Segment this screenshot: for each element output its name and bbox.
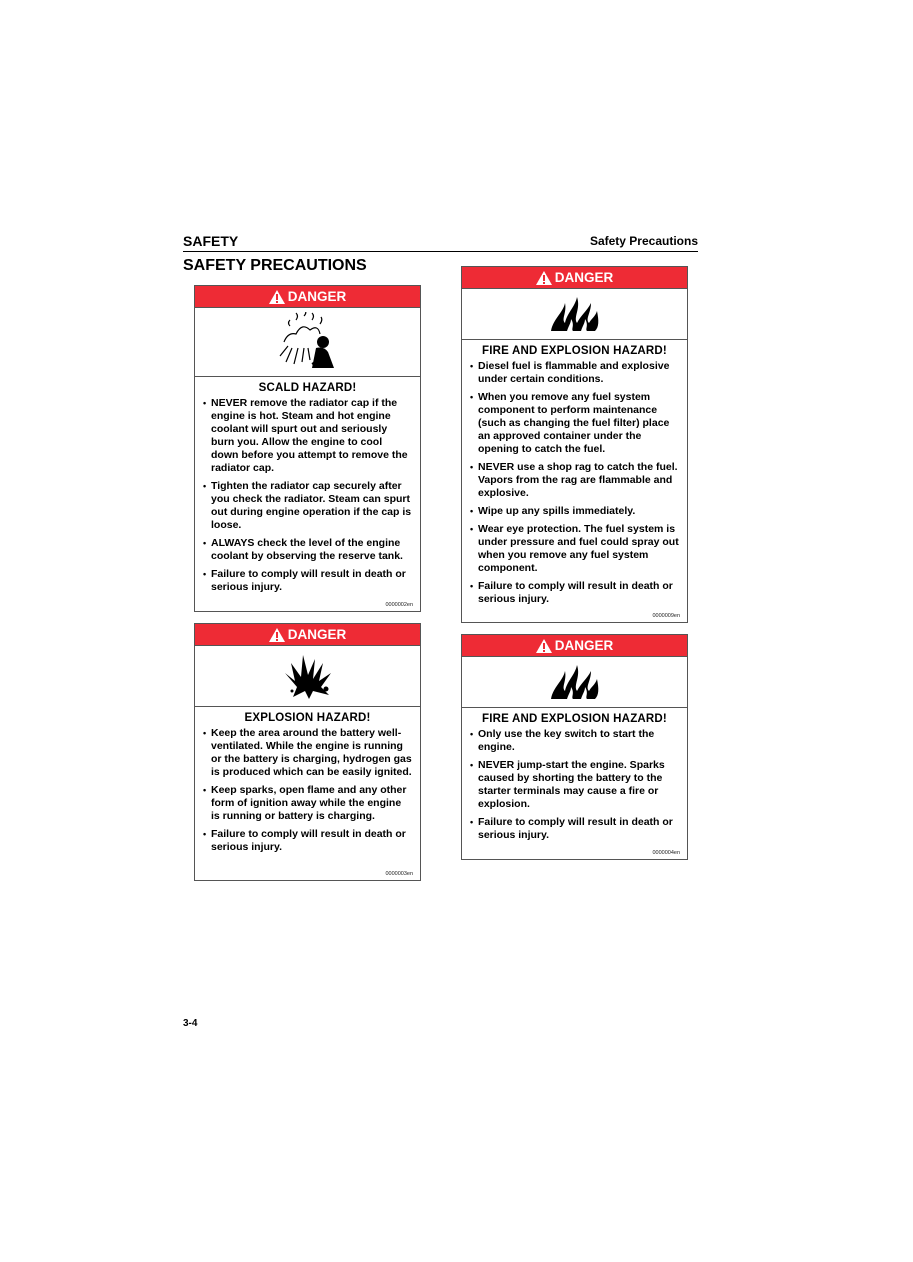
list-item: • Failure to comply will result in death or serious injury. [203,568,412,594]
hazard-list [462,360,687,606]
hazard-title: SCALD HAZARD! [258,382,357,394]
hazard-list [195,727,420,854]
danger-label: DANGER [287,289,347,304]
page-title: SAFETY PRECAUTIONS [183,257,367,274]
list-item: • Failure to comply will result in death or serious injury. [470,816,679,842]
pictogram-frame [462,288,687,340]
list-item: • Wipe up any spills immediately. [470,505,679,518]
steam-scald-icon [276,312,340,372]
danger-band [462,635,687,656]
list-item: • NEVER jump-start the engine. Sparks caused by shorting the battery to the starter terminals may cause a fire or explosion. [470,759,679,811]
pictogram-frame [195,645,420,707]
hazard-title: FIRE AND EXPLOSION HAZARD! [482,345,667,357]
label-code: 0000002en [385,602,413,608]
danger-label: DANGER [554,638,614,653]
danger-label: DANGER [287,627,347,642]
label-code: 0000009en [652,613,680,619]
danger-panel-fire-fuel [461,266,688,623]
warning-triangle-icon [536,639,552,653]
list-item: • Failure to comply will result in death or serious injury. [203,828,412,854]
warning-triangle-icon [536,271,552,285]
warning-triangle-icon [269,628,285,642]
danger-panel-scald [194,285,421,612]
danger-label: DANGER [554,270,614,285]
pictogram-frame [195,307,420,377]
list-item: • When you remove any fuel system component to perform maintenance (such as changing the fuel filter) place an approved container under the opening to catch the fuel. [470,391,679,456]
warning-triangle-icon [269,290,285,304]
flames-icon [549,295,601,333]
header-rule [183,251,698,252]
list-item: • Failure to comply will result in death or serious injury. [470,580,679,606]
explosion-burst-icon [283,651,333,701]
list-item: • Only use the key switch to start the engine. [470,728,679,754]
list-item: • Keep the area around the battery well-ventilated. While the engine is running or the battery is charging, hydrogen gas is produced which can be easily ignited. [203,727,412,779]
hazard-list [462,728,687,842]
hazard-title: EXPLOSION HAZARD! [244,712,371,724]
danger-panel-explosion [194,623,421,881]
hazard-title: FIRE AND EXPLOSION HAZARD! [482,713,667,725]
danger-band [462,267,687,288]
hazard-list [195,397,420,594]
label-code: 0000004en [652,850,680,856]
list-item: • NEVER remove the radiator cap if the engine is hot. Steam and hot engine coolant will spurt out and seriously burn you. Allow the engine to cool down before you attempt to remove the radiator cap. [203,397,412,475]
list-item: • ALWAYS check the level of the engine coolant by observing the reserve tank. [203,537,412,563]
section-header: SAFETY [183,233,239,249]
pictogram-frame [462,656,687,708]
list-item: • Keep sparks, open flame and any other form of ignition away while the engine is running or battery is charging. [203,784,412,823]
list-item: • Tighten the radiator cap securely after you check the radiator. Steam can spurt out during engine operation if the cap is loose. [203,480,412,532]
danger-panel-fire-jumpstart [461,634,688,860]
list-item: • Wear eye protection. The fuel system is under pressure and fuel could spray out when you remove any fuel system component. [470,523,679,575]
page-number: 3-4 [183,1018,198,1029]
label-code: 0000003en [385,871,413,877]
danger-band [195,624,420,645]
list-item: • Diesel fuel is flammable and explosive under certain conditions. [470,360,679,386]
topic-header: Safety Precautions [589,234,698,248]
flames-icon [549,663,601,701]
danger-band [195,286,420,307]
list-item: • NEVER use a shop rag to catch the fuel. Vapors from the rag are flammable and explosive. [470,461,679,500]
